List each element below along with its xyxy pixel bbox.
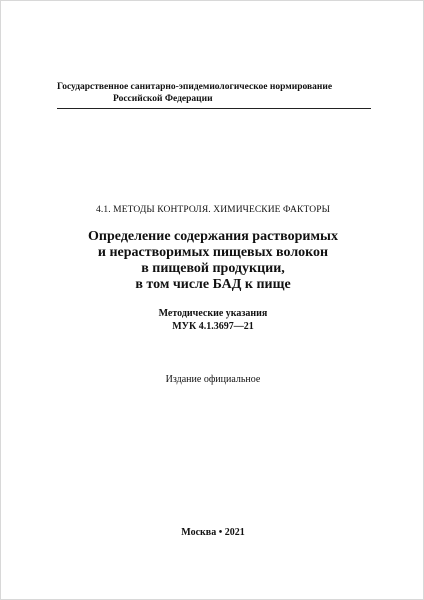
- header-org-line1: Государственное санитарно-эпидемиологическое нормирование: [57, 82, 333, 92]
- header-divider: [57, 108, 371, 109]
- title-line-1: Определение содержания растворимых: [88, 229, 338, 244]
- document-code: МУК 4.1.3697—21: [172, 321, 254, 332]
- section-heading: 4.1. МЕТОДЫ КОНТРОЛЯ. ХИМИЧЕСКИЕ ФАКТОРЫ: [96, 205, 330, 215]
- document-title: [1, 229, 424, 293]
- title-line-4: в том числе БАД к пище: [135, 277, 291, 292]
- document-subtitle: [1, 307, 424, 333]
- document-header: [57, 81, 371, 105]
- edition-note: Издание официальное: [165, 374, 261, 385]
- document-type: Методические указания: [158, 308, 268, 319]
- header-org-line2: Российской Федерации: [113, 94, 213, 104]
- title-line-2: и нерастворимых пищевых волокон: [97, 245, 329, 260]
- place-and-year: Москва • 2021: [181, 527, 245, 538]
- title-line-3: в пищевой продукции,: [141, 261, 285, 276]
